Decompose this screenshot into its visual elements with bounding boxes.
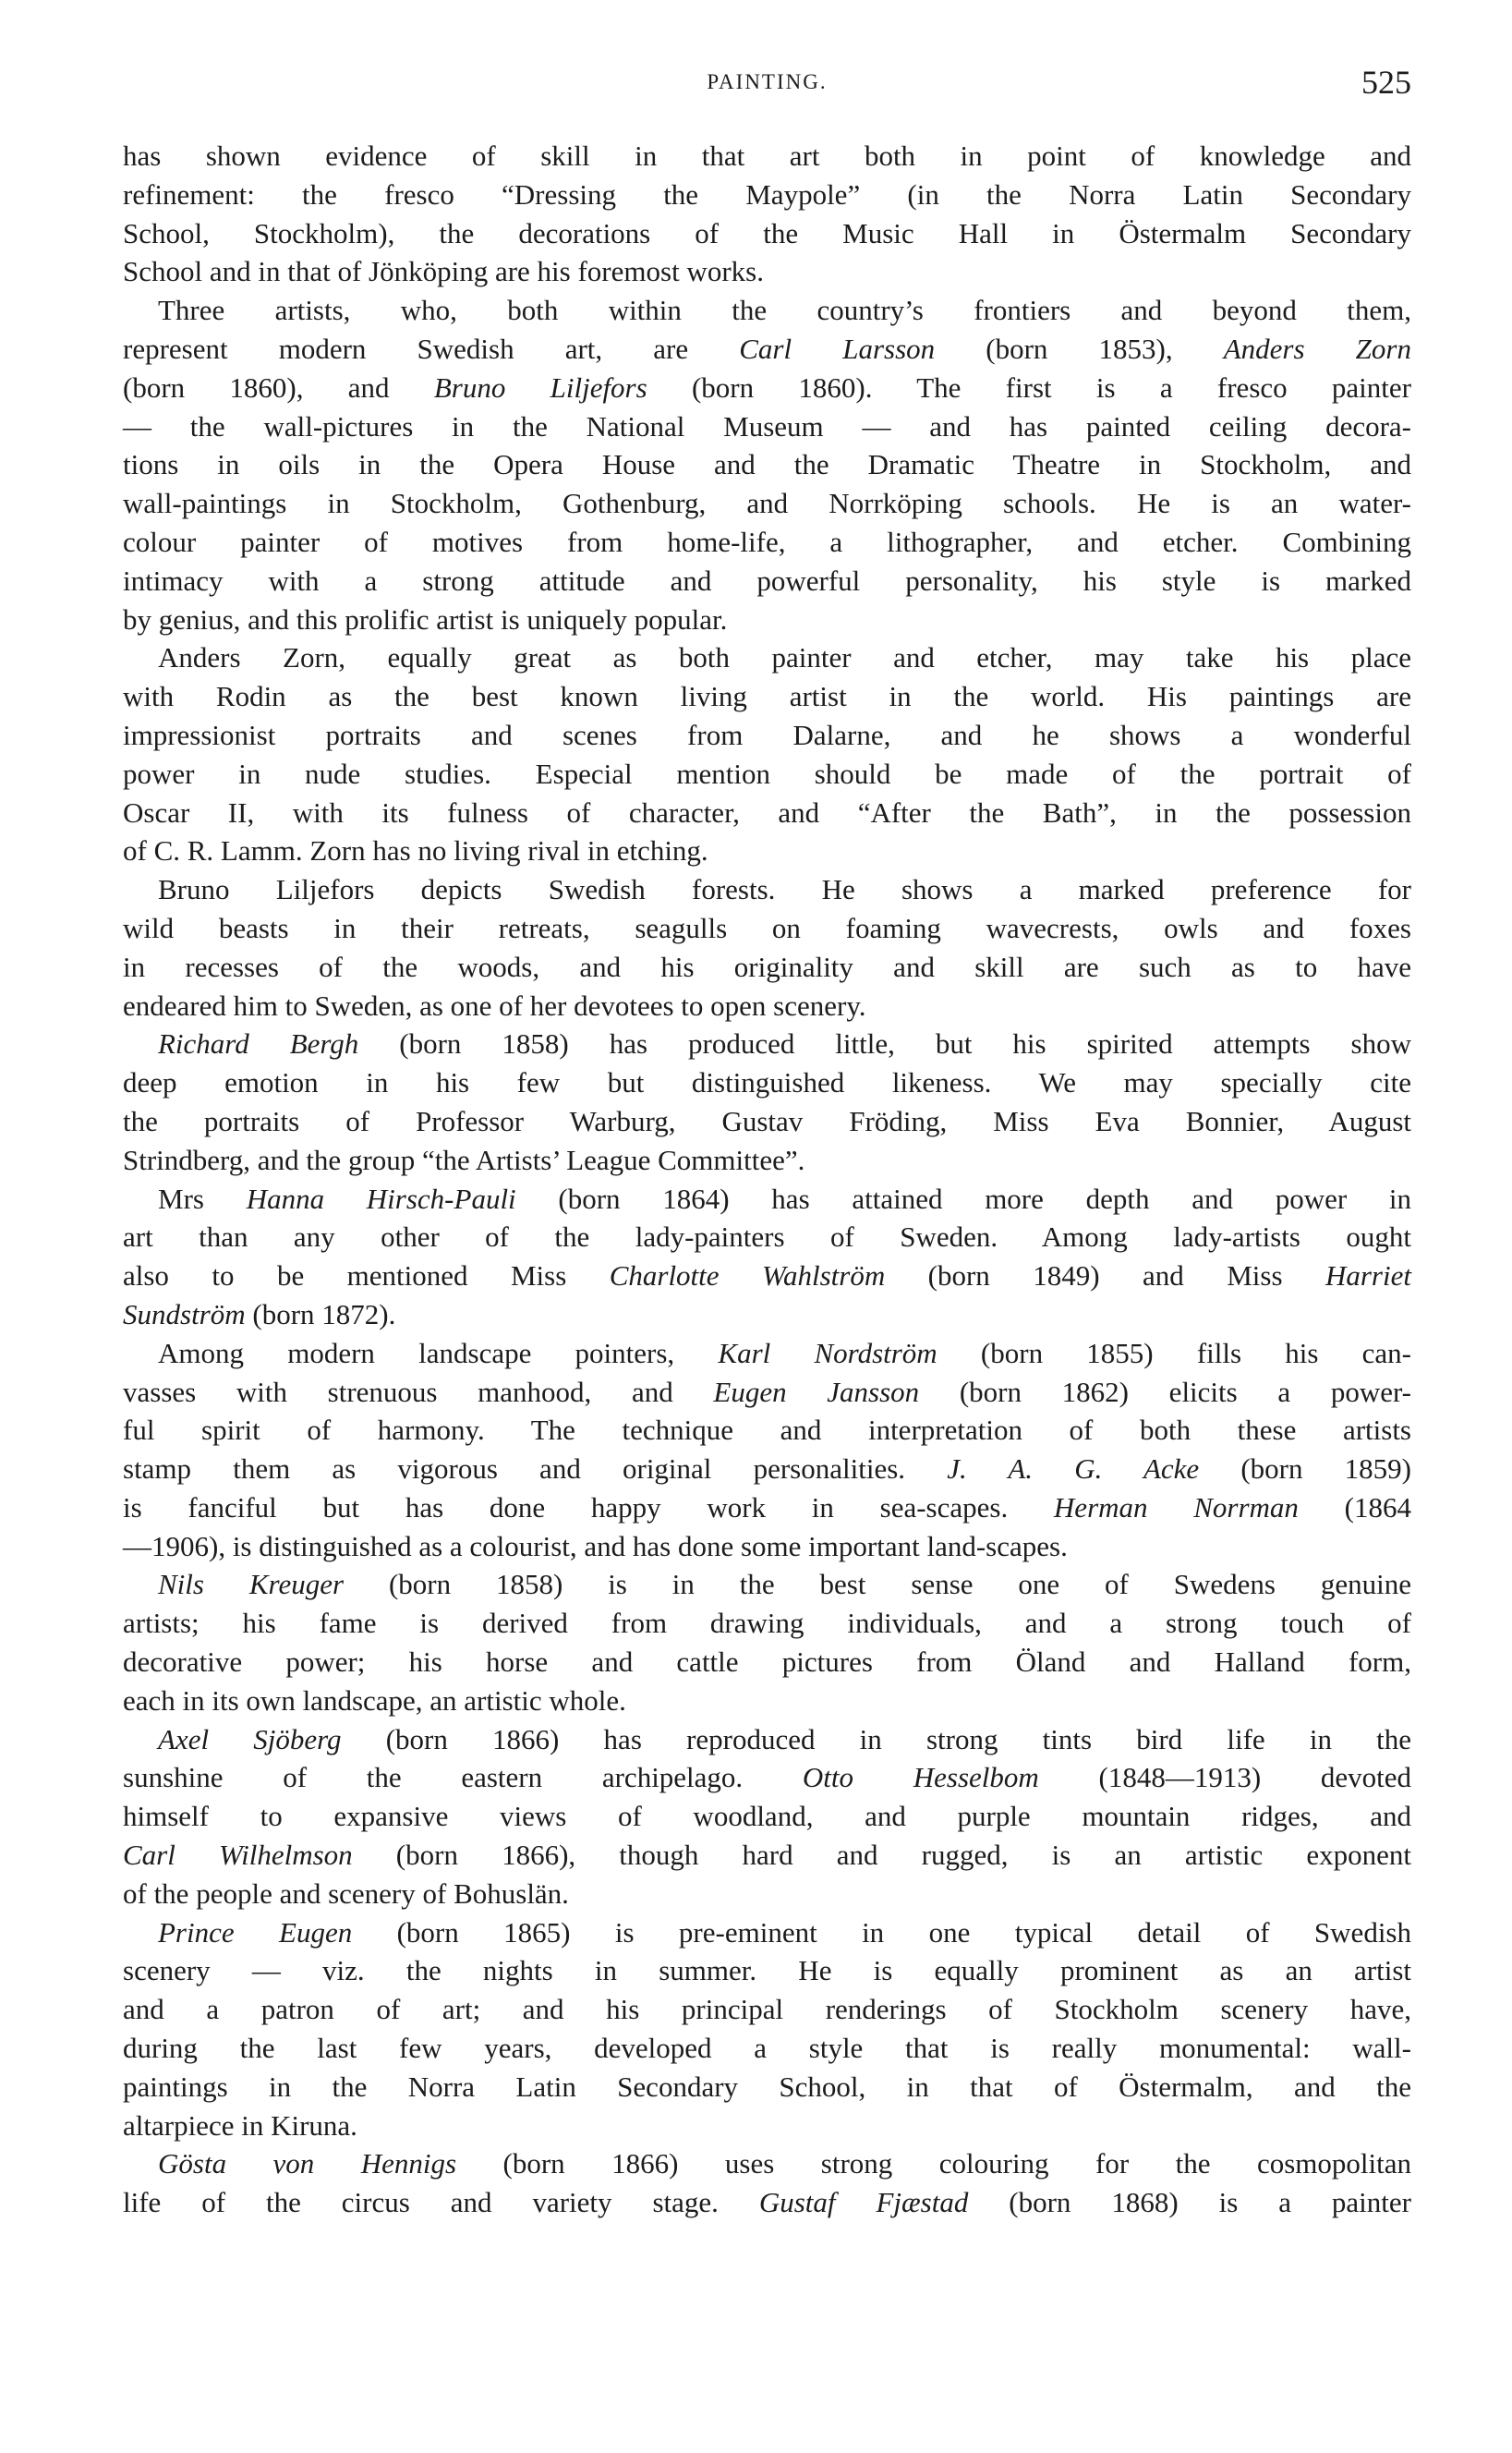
artist-name: Eugen Jansson	[713, 1375, 920, 1408]
text-line	[123, 1604, 1411, 1643]
text-line	[123, 1797, 1411, 1836]
text-line	[123, 1373, 1411, 1412]
text-segment: during the last few years, developed a style that is really monumental: wall-	[123, 2032, 1411, 2065]
paragraph	[123, 2144, 1411, 2222]
text-segment: of the people and scenery of Bohuslän.	[123, 1876, 569, 1910]
text-line	[123, 1257, 1411, 1295]
artist-name: Otto Hesselbom	[802, 1761, 1039, 1794]
text-line	[123, 1450, 1411, 1488]
paragraph	[123, 870, 1411, 1025]
text-line	[123, 1025, 1411, 1063]
text-line	[123, 2107, 1411, 2145]
text-segment: (born 1855) fills his can-	[937, 1336, 1412, 1369]
text-segment: (born 1860). The first is a fresco painter	[647, 370, 1411, 404]
text-segment: tions in oils in the Opera House and the Dramatic Theatre in Stockholm, and	[123, 448, 1411, 481]
artist-name: Carl Larsson	[739, 332, 936, 365]
text-segment: — the wall-pictures in the National Museum — and has painted ceiling decora-	[123, 409, 1411, 443]
text-line	[123, 638, 1411, 677]
text-line	[123, 794, 1411, 832]
artist-name: Charlotte Wahlström	[609, 1259, 886, 1293]
text-line	[123, 445, 1411, 484]
text-line	[123, 601, 1411, 639]
text-line	[123, 1334, 1411, 1373]
text-segment: (born 1858) has produced little, but his spirited attempts show	[358, 1027, 1411, 1061]
text-segment: Oscar II, with its fulness of character, and “After the Bath”, in the possession	[123, 795, 1411, 829]
text-line	[123, 1527, 1411, 1566]
text-segment: in recesses of the woods, and his originality and skill are such as to have	[123, 950, 1411, 983]
text-segment: (1864	[1298, 1490, 1411, 1524]
text-segment: impressionist portraits and scenes from Dalarne, and he shows a wonderful	[123, 718, 1411, 751]
text-line	[123, 870, 1411, 909]
artist-name: Nils Kreuger	[158, 1568, 345, 1601]
artist-name: Axel Sjöberg	[158, 1722, 342, 1755]
text-line	[123, 948, 1411, 987]
text-line	[123, 1682, 1411, 1720]
text-line	[123, 755, 1411, 794]
text-line	[123, 523, 1411, 562]
text-line	[123, 1218, 1411, 1257]
text-line	[123, 562, 1411, 601]
text-segment: Strindberg, and the group “the Artists’ League Committee”.	[123, 1143, 805, 1176]
text-segment: School, Stockholm), the decorations of the Music Hall in Östermalm Secondary	[123, 216, 1411, 249]
running-header	[123, 65, 1411, 102]
text-line	[123, 2183, 1411, 2222]
text-segment: sunshine of the eastern archipelago.	[123, 1761, 803, 1794]
text-segment: vasses with strenuous manhood, and	[123, 1375, 714, 1408]
text-segment: (born 1872).	[245, 1297, 396, 1330]
text-line	[123, 484, 1411, 523]
artist-name: Sundström	[123, 1297, 246, 1330]
text-segment: represent modern Swedish art, are	[123, 332, 740, 365]
text-line	[123, 1643, 1411, 1682]
text-segment: (born 1865) is pre-eminent in one typical detail of Swedish	[352, 1915, 1411, 1949]
text-segment: (born 1858) is in the best sense one of Swedens genuine	[344, 1568, 1412, 1601]
text-segment: Three artists, who, both within the country’s frontiers and beyond them,	[158, 294, 1411, 327]
text-segment: deep emotion in his few but distinguished likeness. We may specially cite	[123, 1066, 1411, 1099]
text-segment: and a patron of art; and his principal renderings of Stockholm scenery have,	[123, 1993, 1411, 2026]
paragraph	[123, 1025, 1411, 1179]
text-segment: (born 1866) has reproduced in strong tints bird life in the	[341, 1722, 1411, 1755]
text-line	[123, 1951, 1411, 1990]
text-line	[123, 137, 1411, 176]
text-segment: Mrs	[158, 1182, 247, 1215]
text-segment: altarpiece in Kiruna.	[123, 2108, 357, 2142]
text-segment: —1906), is distinguished as a colourist, and has done some important land-scapes.	[123, 1529, 1068, 1562]
text-line	[123, 1758, 1411, 1797]
paragraph	[123, 291, 1411, 638]
text-segment: artists; his fame is derived from drawing individuals, and a strong touch of	[123, 1607, 1411, 1640]
artist-name: Harriet	[1325, 1259, 1411, 1293]
text-segment: intimacy with a strong attitude and powerful personality, his style is marked	[123, 564, 1411, 597]
text-line	[123, 987, 1411, 1026]
text-line	[123, 2029, 1411, 2068]
text-line	[123, 1836, 1411, 1875]
text-segment: (born 1866) uses strong colouring for the cosmopolitan	[456, 2147, 1411, 2180]
text-segment: endeared him to Sweden, as one of her devotees to open scenery.	[123, 989, 866, 1022]
text-line	[123, 1488, 1411, 1527]
text-segment: stamp them as vigorous and original personalities.	[123, 1452, 948, 1486]
text-line	[123, 1102, 1411, 1141]
text-segment: power in nude studies. Especial mention should be made of the portrait of	[123, 757, 1411, 790]
text-line	[123, 909, 1411, 948]
text-line	[123, 291, 1411, 330]
text-segment: each in its own landscape, an artistic whole.	[123, 1683, 626, 1717]
text-line	[123, 1141, 1411, 1180]
artist-name: J. A. G. Acke	[947, 1452, 1200, 1486]
text-line	[123, 1990, 1411, 2029]
text-line	[123, 677, 1411, 716]
artist-name: Anders Zorn	[1223, 332, 1411, 365]
paragraph	[123, 1180, 1411, 1334]
artist-name: Gösta von Hennigs	[158, 2147, 457, 2180]
text-segment: by genius, and this prolific artist is uniquely popular.	[123, 602, 728, 636]
paragraph	[123, 137, 1411, 291]
text-line	[123, 832, 1411, 870]
paragraph	[123, 1720, 1411, 1913]
text-segment: has shown evidence of skill in that art both in point of knowledge and	[123, 140, 1411, 172]
text-segment: of C. R. Lamm. Zorn has no living rival in etching.	[123, 834, 708, 868]
text-segment: (born 1860), and	[123, 370, 434, 404]
paragraph	[123, 1565, 1411, 1719]
text-line	[123, 1063, 1411, 1102]
paragraph	[123, 638, 1411, 870]
text-segment: (born 1868) is a painter	[968, 2186, 1411, 2219]
text-line	[123, 252, 1411, 291]
text-segment: is fanciful but has done happy work in sea-scapes.	[123, 1490, 1054, 1524]
text-segment: life of the circus and variety stage.	[123, 2186, 759, 2219]
paragraph	[123, 1334, 1411, 1566]
text-segment: with Rodin as the best known living artist in the world. His paintings are	[123, 680, 1411, 713]
text-segment: (born 1864) has attained more depth and power in	[515, 1182, 1411, 1215]
artist-name: Herman Norrman	[1053, 1490, 1299, 1524]
text-segment: wild beasts in their retreats, seagulls on foaming wavecrests, owls and foxes	[123, 911, 1411, 944]
text-line	[123, 1180, 1411, 1219]
text-line	[123, 1720, 1411, 1759]
paragraph	[123, 1913, 1411, 2145]
text-line	[123, 2144, 1411, 2183]
text-line	[123, 1875, 1411, 1913]
text-segment: (born 1859)	[1199, 1452, 1411, 1486]
text-line	[123, 1565, 1411, 1604]
text-segment: Bruno Liljefors depicts Swedish forests. He shows a marked preference for	[158, 873, 1411, 906]
text-line	[123, 214, 1411, 253]
text-segment: (born 1853),	[935, 332, 1224, 365]
text-line	[123, 1411, 1411, 1450]
artist-name: Bruno Liljefors	[433, 370, 647, 404]
artist-name: Prince Eugen	[158, 1915, 353, 1949]
artist-name: Gustaf Fjæstad	[758, 2186, 969, 2219]
body-text	[123, 137, 1411, 2222]
text-segment: also to be mentioned Miss	[123, 1259, 610, 1293]
text-line	[123, 176, 1411, 214]
artist-name: Carl Wilhelmson	[123, 1839, 353, 1872]
text-segment: scenery — viz. the nights in summer. He is equally prominent as an artist	[123, 1954, 1411, 1987]
text-line	[123, 407, 1411, 446]
text-line	[123, 1295, 1411, 1334]
text-line	[123, 330, 1411, 369]
text-segment: (1848—1913) devoted	[1038, 1761, 1411, 1794]
text-segment: (born 1866), though hard and rugged, is an artistic exponent	[352, 1839, 1411, 1872]
page-number: 525	[1361, 64, 1411, 101]
text-segment: refinement: the fresco “Dressing the Maypole” (in the Norra Latin Secondary	[123, 177, 1411, 211]
text-segment: Anders Zorn, equally great as both painter and etcher, may take his place	[158, 641, 1411, 674]
text-segment: the portraits of Professor Warburg, Gustav Fröding, Miss Eva Bonnier, August	[123, 1104, 1411, 1137]
artist-name: Richard Bergh	[158, 1027, 359, 1061]
text-segment: Among modern landscape pointers,	[158, 1336, 719, 1369]
text-line	[123, 369, 1411, 407]
text-line	[123, 716, 1411, 755]
artist-name: Karl Nordström	[718, 1336, 937, 1369]
text-line	[123, 2068, 1411, 2107]
text-segment: paintings in the Norra Latin Secondary School, in that of Östermalm, and the	[123, 2070, 1411, 2103]
text-segment: (born 1849) and Miss	[885, 1259, 1325, 1293]
text-segment: decorative power; his horse and cattle pictures from Öland and Halland form,	[123, 1645, 1411, 1679]
running-head-title: PAINTING.	[707, 70, 828, 93]
text-segment: wall-paintings in Stockholm, Gothenburg, and Norrköping schools. He is an water-	[123, 487, 1411, 520]
text-line	[123, 1913, 1411, 1952]
text-segment: (born 1862) elicits a power-	[919, 1375, 1412, 1408]
text-segment: ful spirit of harmony. The technique and interpretation of both these artists	[123, 1414, 1411, 1447]
text-segment: himself to expansive views of woodland, and purple mountain ridges, and	[123, 1800, 1411, 1833]
text-segment: School and in that of Jönköping are his foremost works.	[123, 255, 764, 288]
artist-name: Hanna Hirsch-Pauli	[246, 1182, 516, 1215]
text-segment: colour painter of motives from home-life, a lithographer, and etcher. Combining	[123, 525, 1411, 558]
text-segment: art than any other of the lady-painters of Sweden. Among lady-artists ought	[123, 1220, 1411, 1254]
